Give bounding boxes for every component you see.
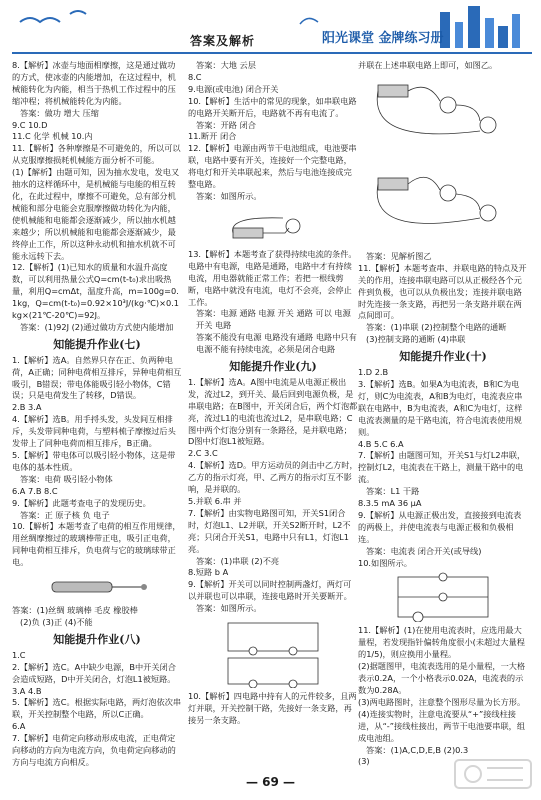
answer-item: 10.如图所示。 xyxy=(358,557,412,568)
answer-item: 9.【解析】开关可以同时控制两盏灯，两灯可以并联也可以串联，连接电路时开关要断开。 xyxy=(188,579,352,602)
answer-item: 3.【解析】选B。如果A为电流表，B和C为电灯，则C为电流表，A和B为电灯，电流表应串联在电路中，B为电流表，A和C为电灯，这样电流表测量的是干路电流，符合电流表使用规则。 xyxy=(358,378,523,437)
column-1 xyxy=(12,60,182,769)
answer-item: 11.断开 闭合 xyxy=(188,131,237,142)
answer-item: 答案：电荷 吸引轻小物体 xyxy=(20,473,113,484)
answer-item: 7.【解析】由实物电路图可知，开关S1闭合时，灯泡L1、L2并联，开关S2断开时，L2不亮；只闭合开关S1，电路中只有L1，灯泡L1亮。 xyxy=(188,507,351,554)
answer-item: 1.【解析】选A。A图中电流是从电源正极出发，流过L2，到开关、最后回到电源负极，是串联电路；在B图中，开关闭合后，两个灯泡都亮，流过L1的电流也流过L2，是串联电路；C图中两个灯泡分别有一条路径，是并联电路；D图中灯泡L1被短路。 xyxy=(188,376,358,447)
circuit-figure xyxy=(223,206,323,246)
answer-item: 答案：开路 闭合 xyxy=(196,119,256,130)
answer-item: 答案：(1)串联 (2)控制整个电路的通断 xyxy=(366,322,507,333)
watermark-logo-icon xyxy=(453,754,533,794)
answer-item: 8.3.5 mA 36 μA xyxy=(358,498,422,509)
answer-item: 5.并联 6.串 并 xyxy=(188,496,242,506)
answer-item: 9.电源(或电池) 闭合开关 xyxy=(188,83,279,94)
circuit-figure-a xyxy=(368,75,518,165)
answer-item: 8.【解析】冰壶与地面相摩擦，这是通过做功的方式，使冰壶的内能增加，在这过程中，机械能转化为内能，相当于热机工作过程中的压缩冲程；将机械能转化为内能。 xyxy=(12,60,176,106)
answer-item: 13.【解析】本题考查了获得持续电流的条件。电路中有电源，电路是通路，电路中才有持续电流，用电器就能正常工作；若把一根线剪断，电路中就没有电流，电灯不会亮，会停止工作。 xyxy=(188,248,357,307)
header-rule xyxy=(12,52,532,54)
answer-item: 答案：见解析图乙 xyxy=(366,250,432,261)
answer-item: (2)据题图甲，电流表选用的是小量程，一大格表示0.2A，一个小格表示0.02A，电流表的示数为0.28A。 xyxy=(358,661,526,695)
answer-item: (1)【解析】由题可知，因为抽水发电，发电又抽水的这样循环中，是机械能与电能的相互转化，在此过程中，摩擦不可避免，总有部分机械能和部分电能会克服摩擦做功转化为内能，使机械能和电能都会逐渐减少，所以抽水机越来越少；所以机械能和电能都会逐渐减少，最终停止工作，所以这种永动机和抽水机就不可能永远转下去。 xyxy=(12,167,180,261)
answer-item: 答案：(1)A,C,D,E,B (2)0.3 xyxy=(366,744,469,755)
answer-item: 答案：大地 云层 xyxy=(196,60,256,70)
answer-item: 答案：电源 通路 电源 开关 通路 可以 电源 开关 电路 xyxy=(196,308,351,331)
section-title: 知能提升作业(七) xyxy=(53,337,141,351)
answer-item: 10.【解析】生活中的常见的现象，如串联电路的电路开关断开后，电路就不再有电流了。 xyxy=(188,95,357,118)
answer-item: 12.【解析】电源由两节干电池组成，电池要串联，电路中要有开关，连接好一个完整电路，将电灯和开关串联起来，然后与电池连接成完整电路。 xyxy=(188,143,357,190)
answer-item: 11.【解析】各种摩擦是不可避免的，所以可以从克服摩擦损耗机械能方面分析不可能。 xyxy=(12,143,181,166)
answer-item: 并联在上述串联电路上即可，如图乙。 xyxy=(358,60,498,70)
answer-item: 答案不能没有电源 电路没有通路 电路中只有电源不能有持续电流，必须是闭合电路 xyxy=(196,332,357,355)
answer-item: 11.【解析】(1)在使用电流表时，应选用最大量程，若发现指针偏转角度很小(未超过大量程的1/5)，则应换用小量程。 xyxy=(358,625,525,660)
answer-item: 答案：(1)92J (2)通过做功方式使内能增加 xyxy=(20,321,174,332)
answer-item: 11.【解析】本题考查串、并联电路的特点及开关的作用，连接串联电路可以从正极经各个元件到负极，也可以从负极出发；连接并联电路时先连接一条支路，再把另一条支路并联在两点间即可。 xyxy=(358,262,527,321)
rod-figure xyxy=(42,572,152,602)
answer-item: 1.C xyxy=(12,649,26,660)
answer-item: 5.【解析】选C。根据实际电路，两灯泡依次串联，开关控制整个电路，所以C正确。 xyxy=(12,697,182,720)
answer-item: 7.【解析】电荷定向移动形成电流，正电荷定向移动的方向为电流方向，负电荷定向移动的方向与电流方向相反。 xyxy=(12,733,176,767)
answer-item: 2.C 3.C xyxy=(188,448,218,459)
circuit-figure-b xyxy=(368,168,518,248)
answer-item: 8.短路 b A xyxy=(188,567,229,578)
section-title: 知能提升作业(十) xyxy=(399,350,487,364)
answer-item: (2)负 (3)正 (4)不能 xyxy=(20,616,93,627)
answer-item: 9.C 10.D xyxy=(12,119,48,130)
header-decoration-icon xyxy=(0,0,541,56)
answer-item: 5.【解析】带电体可以吸引轻小物体，这是带电体的基本性质。 xyxy=(12,450,176,472)
answer-item: 7.【解析】由题图可知，开关S1与灯L2串联，控制灯L2，电流表在干路上，测量干路中的电流。 xyxy=(358,450,526,485)
answer-item: 答案：电流表 闭合开关(或导线) xyxy=(366,545,482,556)
answer-item: 11.C 化学 机械 10.内 xyxy=(12,131,93,142)
answer-item: 3.A 4.B xyxy=(12,685,42,696)
answer-item: 9.【解析】此题考查电子的发现历史。 xyxy=(12,497,151,508)
answer-item: 2.B 3.A xyxy=(12,402,42,413)
header-title: 答案及解析 xyxy=(190,34,256,48)
answer-item: (4)连接实物时，注意电流要从“+”接线柱接进，从“-”接线柱接出，两节干电池要串联，组成电池组。 xyxy=(358,708,526,743)
answer-item: (3)控制支路的通断 (4)串联 xyxy=(366,334,466,345)
answer-item: 10.【解析】四电路中持有人的元件较多，且两灯并联，开关控制干路，先接好一条支路，再接另一条支路。 xyxy=(188,691,357,725)
circuit-diagram xyxy=(213,618,333,688)
answer-item: 2.【解析】选C。A中缺少电源，B中开关闭合会造成短路，D中开关闭合，灯泡L1被短路。 xyxy=(12,661,176,684)
answer-item: 6.A 7.B 8.C xyxy=(12,485,58,496)
page-header xyxy=(0,0,541,62)
header-brand: 阳光课堂 金牌练习册 xyxy=(322,31,444,46)
answer-item: 12.【解析】(1)已知水的质量和水温升高度数，可以利用热量公式Q=cm(t-t₀)求出吸热量，利用Q=cmΔt，温度升高，m=100g=0.1kg，Q=cm(t-t₀)=0.92×10³J/(kg·℃)×0.1kg×(21℃-20℃)=92J。 xyxy=(12,262,179,321)
answer-item: 答案：如图所示。 xyxy=(196,603,262,614)
answer-item: 6.A xyxy=(12,721,26,732)
answer-item: 答案：如图所示。 xyxy=(196,190,262,201)
answer-item: 答案：做功 增大 压缩 xyxy=(20,107,99,118)
answer-item: 10.【解析】本题考查了电荷的相互作用规律，用丝绸摩擦过的玻璃棒带正电，吸引正电荷，同种电荷相互排斥，负电荷与它的玻璃球带正电。 xyxy=(12,521,181,568)
circuit-diagram xyxy=(388,572,498,622)
answer-item: (3)两电路图时，注意整个图形尽量为长方形。 xyxy=(358,696,526,707)
column-2 xyxy=(188,60,358,727)
answer-item: 答案：(1)丝绸 玻璃棒 毛皮 橡胶棒 xyxy=(12,605,138,616)
answer-item: (3) xyxy=(358,756,370,767)
answer-item: 1.【解析】选A。自然界只存在正、负两种电荷，A正确；同种电荷相互排斥，异种电荷相互吸引，B错误；带电体能吸引轻小物体，C错误；只是电荷发生了转移，D错误。 xyxy=(12,354,182,401)
section-title: 知能提升作业(八) xyxy=(53,632,141,646)
answer-item: 答案：L1 干路 xyxy=(366,486,420,497)
column-3 xyxy=(358,60,528,768)
answer-item: 9.【解析】从电源正极出发，直接接到电流表的两极上，并使电流表与电源正极和负极相连。 xyxy=(358,509,522,544)
answer-item: 4.【解析】选D。甲方运动员的剑击中乙方时，乙方的指示灯亮，甲、乙两方的指示灯互不影响，是并联的。 xyxy=(188,460,358,495)
answer-item: 4.【解析】选B。用手捋头发，头发间互相排斥，头发带同种电荷，与塑料梳子摩擦过后头发带上了同种电荷而相互排斥，B正确。 xyxy=(12,414,176,449)
section-title: 知能提升作业(九) xyxy=(229,360,317,374)
answer-item: 答案：(1)串联 (2)不亮 xyxy=(196,555,280,566)
page-number: — 69 — xyxy=(245,775,296,789)
answer-item: 1.D 2.B xyxy=(358,367,389,378)
answer-item: 4.B 5.C 6.A xyxy=(358,438,404,449)
answer-item: 答案：正 原子核 负 电子 xyxy=(20,509,110,520)
answer-item: 8.C xyxy=(188,71,202,82)
